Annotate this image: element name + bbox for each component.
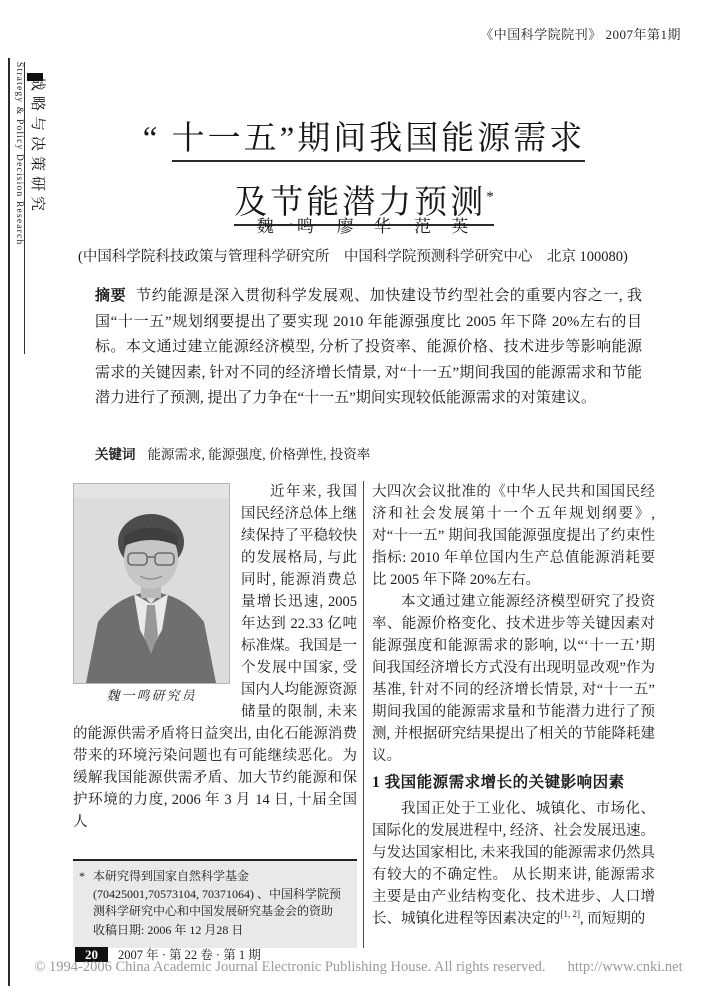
page-number-badge: 20 [75, 947, 108, 962]
left-edge-rule [8, 58, 10, 986]
title-open-quote: “ [142, 121, 172, 157]
footnote-marker: * [79, 869, 85, 883]
author-photo [73, 483, 230, 684]
article-body [73, 481, 655, 948]
keywords-line [95, 443, 642, 463]
title-footnote-marker: * [486, 189, 494, 205]
body-paragraph-1: 近年来, 我国国民经济总体上继续保持了平稳较快的发展格局, 与此同时, 能源消费总量增长迅速, 2005 年达到 22.33 亿吨标准煤。我国是一个发展中国家, 受国内人均能源资源储量的限制, 未来的能源供需矛盾将日益突出, 由化石能源消费带来的环境污染问题也有可能继续恶化。为缓解我国能源供需矛盾、加大节约能源和保护环境的力度, 2006 年 3 月 14 日, 十届全国人 [73, 484, 357, 830]
funding-note: 本研究得到国家自然科学基金(70425001,70573104, 70371064) 、中国科学院预测科学研究中心和中国发展研究基金会的资助 [93, 869, 341, 918]
affiliation-line: (中国科学院科技政策与管理科学研究所 中国科学院预测科学研究中心 北京 100080) [78, 249, 628, 265]
sidebar-section-strip [13, 62, 49, 354]
sidebar-label-cn: 战略与决策研究 [24, 62, 49, 354]
photo-caption: 魏一鸣研究员 [106, 688, 197, 703]
body-paragraph-2: 本文通过建立能源经济模型研究了投资率、能源价格变化、技术进步等关键因素对能源强度和能源需求的影响, 以“‘十一五’期间我国经济增长方式没有出现明显改观”作为基准, 针对不同的经济增长情景, 对“十一五” 期间我国的能源需求量和节能潜力进行了预测, 并根据研究结果提出了相关的节能降耗建议。 [372, 594, 655, 764]
copyright-text: © 1994-2006 China Academic Journal Electronic Publishing House. All rights reserved. [34, 959, 546, 975]
authors-line: 魏一鸣 廖 华 范 英 [256, 217, 472, 236]
footnote-content [93, 868, 349, 939]
issue-info: 2007 年 · 第 22 卷 · 第 1 期 [118, 948, 261, 962]
right-column [363, 481, 655, 948]
body-paragraph-1-continued: 大四次会议批准的《中华人民共和国国民经济和社会发展第十一个五年规划纲要》, 对“十一五” 期间我国能源强度提出了约束性指标: 2010 年单位国内生产总值能源消耗要比 2005 年下降 20%左右。 [372, 484, 655, 588]
author-photo-block [73, 483, 230, 706]
page-title-line2: 及节能潜力预测* [73, 174, 655, 226]
journal-issue-header: 《中国科学院院刊》 2007年第1期 [480, 27, 681, 42]
citation-ref: [1, 2] [560, 909, 580, 920]
received-date: 收稿日期: 2006 年 12 月28 日 [93, 922, 244, 937]
left-column [73, 481, 357, 948]
page-title [73, 116, 655, 226]
sidebar-label-en: Strategy & Policy Decision Research [14, 62, 24, 246]
keywords-label: 关键词 [95, 447, 136, 462]
abstract-label: 摘要 [95, 288, 127, 304]
body-paragraph-3: 我国正处于工业化、城镇化、市场化、国际化的发展进程中, 经济、社会发展迅速。与发达国家相比, 未来我国的能源需求仍然具有较大的不确定性。 从长期来讲, 能源需求主要是由产业结构变化、技术进步、人口增长、城镇化进程等因素决定的[1, 2], 而短期的 [372, 801, 655, 927]
cnki-url: http://www.cnki.net [567, 959, 683, 975]
section-1-heading: 1 我国能源需求增长的关键影响因素 [372, 774, 625, 791]
copyright-line [0, 959, 717, 976]
keywords-text: 能源需求, 能源强度, 价格弹性, 投资率 [147, 447, 371, 462]
abstract-paragraph [95, 284, 642, 412]
footnote-box [73, 859, 357, 948]
abstract-text: 节约能源是深入贯彻科学发展观、加快建设节约型社会的重要内容之一, 我国“十一五”规划纲要提出了要实现 2010 年能源强度比 2005 年下降 20%左右的目标。本文通过建立能源经济模型, 分析了投资率、能源价格、技术进步等影响能源需求的关键因素, 针对不同的经济增长情景, 对“十一五”期间我国的能源需求和节能潜力进行了预测, 提出了力争在“十一五”期间实现较低能源需求的对策建议。 [95, 288, 642, 406]
page-title-line1: “ 十一五”期间我国能源需求 [73, 116, 655, 162]
